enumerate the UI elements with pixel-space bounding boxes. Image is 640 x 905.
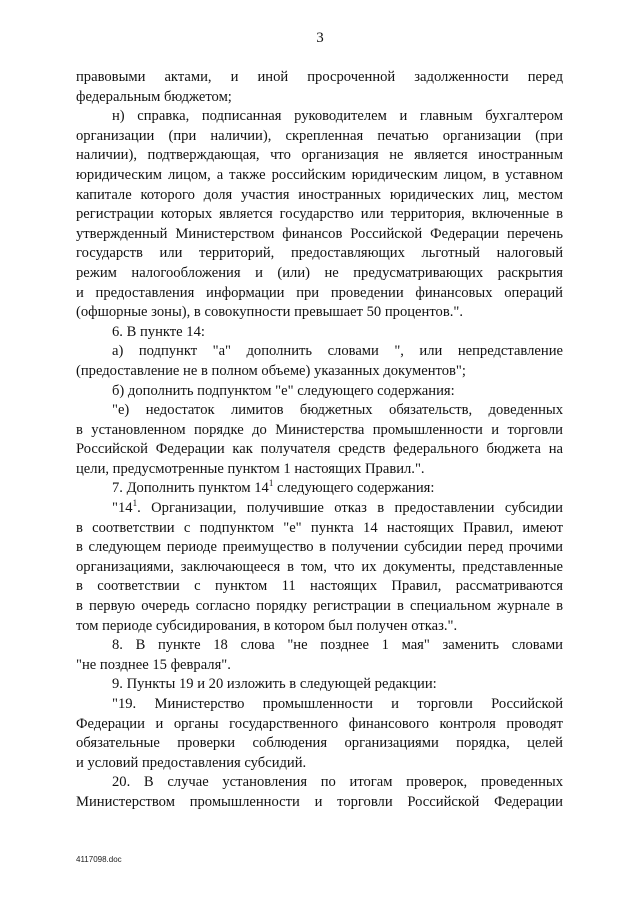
text-line: наличии), подтверждающая, что организация не является иностранным [76,147,563,164]
text-line: режим налогообложения и (или) не предусматривающих раскрытия [76,264,563,281]
text-line: в соответствии с пунктом 11 настоящих Правил, рассматриваются [76,578,563,595]
document-body [76,68,563,813]
text-line: "е) недостаток лимитов бюджетных обязательств, доведенных [112,402,563,419]
text-line: организации (при наличии), скрепленная печатью организации (при [76,127,563,144]
text-line: утвержденный Министерством финансов Российской Федерации перечень [76,225,563,242]
text-line: а) подпункт "а" дополнить словами ", или непредставление [112,343,563,360]
text-line: федеральным бюджетом; [76,88,232,105]
text-line: юридическим лицом, а также российским юридическим лицом, в уставном [76,166,563,183]
text-fragment: следующего содержания: [273,480,435,497]
text-line: 8. В пункте 18 слова "не позднее 1 мая" заменить словами [112,637,563,654]
text-line [76,499,563,519]
text-line: б) дополнить подпунктом "е" следующего содержания: [112,382,455,399]
text-line: 20. В случае установления по итогам проверок, проведенных [112,774,563,791]
text-line: 9. Пункты 19 и 20 изложить в следующей редакции: [112,676,437,693]
text-line: государств или территорий, предоставляющих льготный налоговый [76,245,563,262]
text-fragment: . Организации, получившие отказ в предоставлении субсидии [137,500,563,517]
text-line: организациями, заключающееся в том, что их документы, представленные [76,558,563,575]
text-line: в следующем периоде преимущество в получении субсидии перед прочими [76,539,563,556]
file-name-footer: 4117098.doc [76,855,122,864]
text-line: и условий предоставления субсидий. [76,754,307,771]
text-line: обязательные проверки соблюдения организациями порядка, целей [76,735,563,752]
text-line: регистрации которых является государство или территория, включенные в [76,206,563,223]
text-line: том периоде субсидирования, в котором был получен отказ.". [76,617,458,634]
superscript: 1 [268,478,274,489]
text-fragment: 7. Дополнить пунктом 14 [112,480,269,497]
text-line [76,479,563,499]
text-line: н) справка, подписанная руководителем и главным бухгалтером [112,108,563,125]
text-line: в соответствии с подпунктом "е" пункта 14 настоящих Правил, имеют [76,519,563,536]
text-line: Федерации и органы государственного финансового контроля проводят [76,715,563,732]
superscript: 1 [132,498,138,509]
text-line: цели, предусмотренные пунктом 1 настоящих Правил.". [76,460,425,477]
text-line: (офшорные зоны), в совокупности превышает 50 процентов.". [76,304,463,321]
text-line: Министерством промышленности и торговли Российской Федерации [76,793,563,810]
text-line: (предоставление не в полном объеме) указанных документов"; [76,362,466,379]
text-line: правовыми актами, и иной просроченной задолженности перед [76,69,563,85]
page-number: 3 [316,30,324,46]
text-line: "19. Министерство промышленности и торговли Российской [112,696,563,712]
text-line: в установленном порядке до Министерства промышленности и торговли [76,421,563,438]
text-line: 6. В пункте 14: [112,323,205,340]
text-line: в первую очередь согласно порядку регистрации в специальном журнале в [76,598,563,615]
text-line: "не позднее 15 февраля". [76,656,231,673]
text-line: капитале которого доля участия иностранных юридических лиц, местом [76,186,563,203]
text-line: Российской Федерации как получателя средств федерального бюджета на [76,441,563,458]
text-line: и предоставления информации при проведении финансовых операций [76,284,563,301]
text-fragment: "14 [112,500,133,517]
